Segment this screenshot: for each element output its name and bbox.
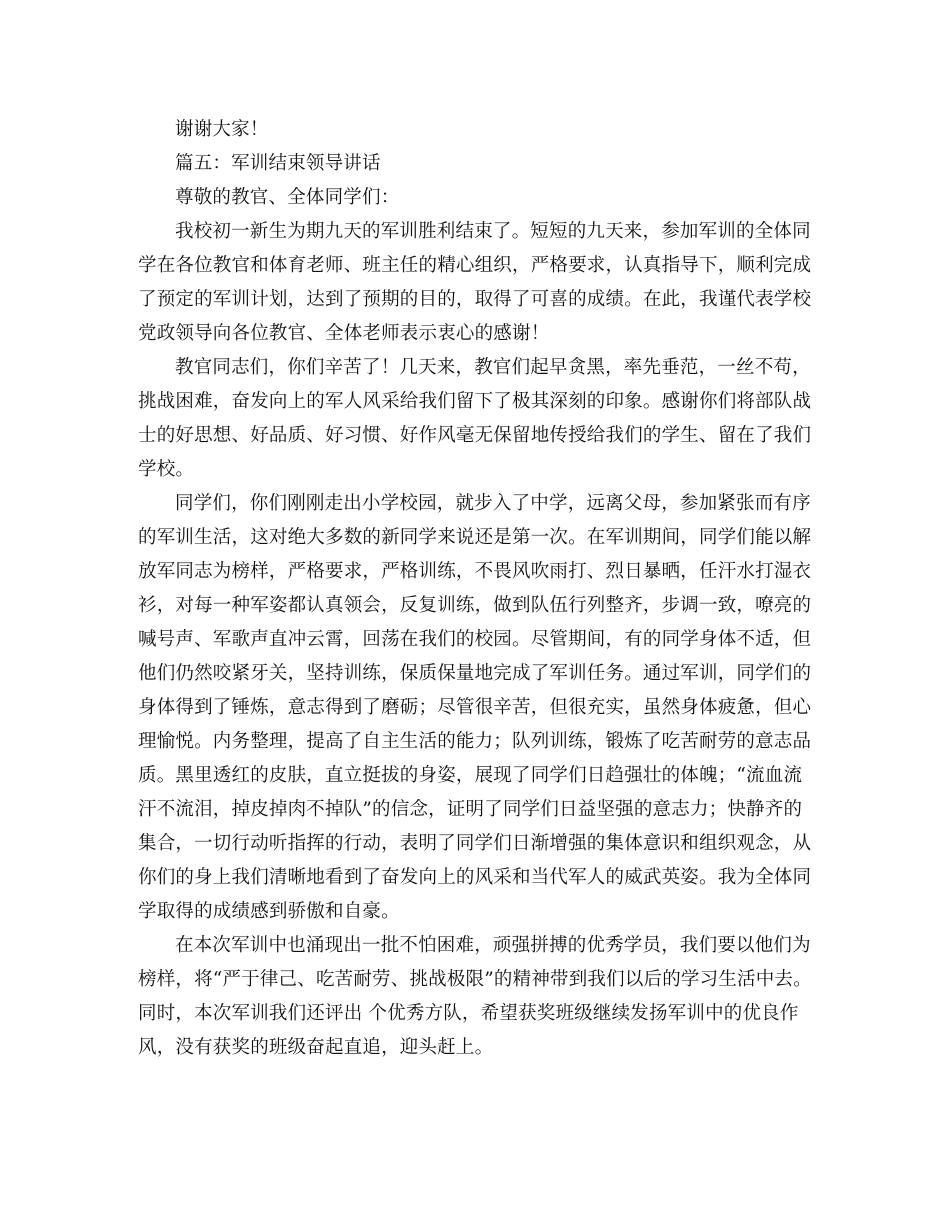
- paragraph-line: 他们仍然咬紧牙关，坚持训练，保质保量地完成了军训任务。通过军训，同学们的: [138, 663, 812, 684]
- section-heading: 篇五：军训结束领导讲话: [175, 153, 381, 174]
- paragraph-line: 教官同志们，你们辛苦了！几天来，教官们起早贪黑，率先垂范，一丝不苟，: [175, 357, 811, 378]
- paragraph-line: 喊号声、军歌声直冲云霄，回荡在我们的校园。尽管期间，有的同学身体不适，但: [138, 629, 812, 650]
- paragraph-line: 汗不流泪，掉皮掉肉不掉队”的信念，证明了同学们日益坚强的意志力；快静齐的: [138, 799, 803, 820]
- paragraph-line: 同学们，你们刚刚走出小学校园，就步入了中学，远离父母，参加紧张而有序: [175, 493, 811, 514]
- paragraph-line: 身体得到了锤炼，意志得到了磨砺；尽管很辛苦，但很充实，虽然身体疲惫，但心: [138, 697, 812, 718]
- paragraph-line: 士的好思想、好品质、好习惯、好作风毫无保留地传授给我们的学生、留在了我们: [138, 425, 812, 446]
- paragraph-line: 衫，对每一种军姿都认真领会，反复训练，做到队伍行列整齐，步调一致，嘹亮的: [138, 595, 812, 616]
- paragraph-line: 集合，一切行动听指挥的行动，表明了同学们日渐增强的集体意识和组织观念，从: [138, 833, 812, 854]
- paragraph-line: 你们的身上我们清晰地看到了奋发向上的风采和当代军人的威武英姿。我为全体同: [138, 867, 812, 888]
- salutation: 尊敬的教官、全体同学们：: [175, 187, 400, 208]
- paragraph-line: 风，没有获奖的班级奋起直追，迎头赶上。: [138, 1037, 494, 1058]
- paragraph-line: 党政领导向各位教官、全体老师表示衷心的感谢！: [138, 323, 550, 344]
- paragraph-line: 同时，本次军训我们还评出 个优秀方队，希望获奖班级继续发扬军训中的优良作: [138, 1003, 799, 1024]
- paragraph-line: 榜样，将“严于律己、吃苦耐劳、挑战极限”的精神带到我们以后的学习生活中去。: [138, 969, 812, 990]
- paragraph-line: 我校初一新生为期九天的军训胜利结束了。短短的九天来，参加军训的全体同: [175, 221, 811, 242]
- paragraph-line: 质。黑里透红的皮肤，直立挺拔的身姿，展现了同学们日趋强壮的体魄；“流血流: [138, 765, 803, 786]
- paragraph-line: 学在各位教官和体育老师、班主任的精心组织，严格要求，认真指导下，顺利完成: [138, 255, 812, 276]
- paragraph-line: 学取得的成绩感到骄傲和自豪。: [138, 901, 400, 922]
- paragraph-line: 了预定的军训计划，达到了预期的目的，取得了可喜的成绩。在此，我谨代表学校: [138, 289, 812, 310]
- paragraph-line: 放军同志为榜样，严格要求，严格训练，不畏风吹雨打、烈日暴晒，任汗水打湿衣: [138, 561, 812, 582]
- paragraph-line: 的军训生活，这对绝大多数的新同学来说还是第一次。在军训期间，同学们能以解: [138, 527, 812, 548]
- text-line: 谢谢大家！: [175, 119, 269, 140]
- paragraph-line: 在本次军训中也涌现出一批不怕困难，顽强拼搏的优秀学员，我们要以他们为: [175, 935, 811, 956]
- paragraph-line: 理愉悦。内务整理，提高了自主生活的能力；队列训练，锻炼了吃苦耐劳的意志品: [138, 731, 812, 752]
- paragraph-line: 学校。: [138, 459, 195, 480]
- paragraph-line: 挑战困难，奋发向上的军人风采给我们留下了极其深刻的印象。感谢你们将部队战: [138, 391, 812, 412]
